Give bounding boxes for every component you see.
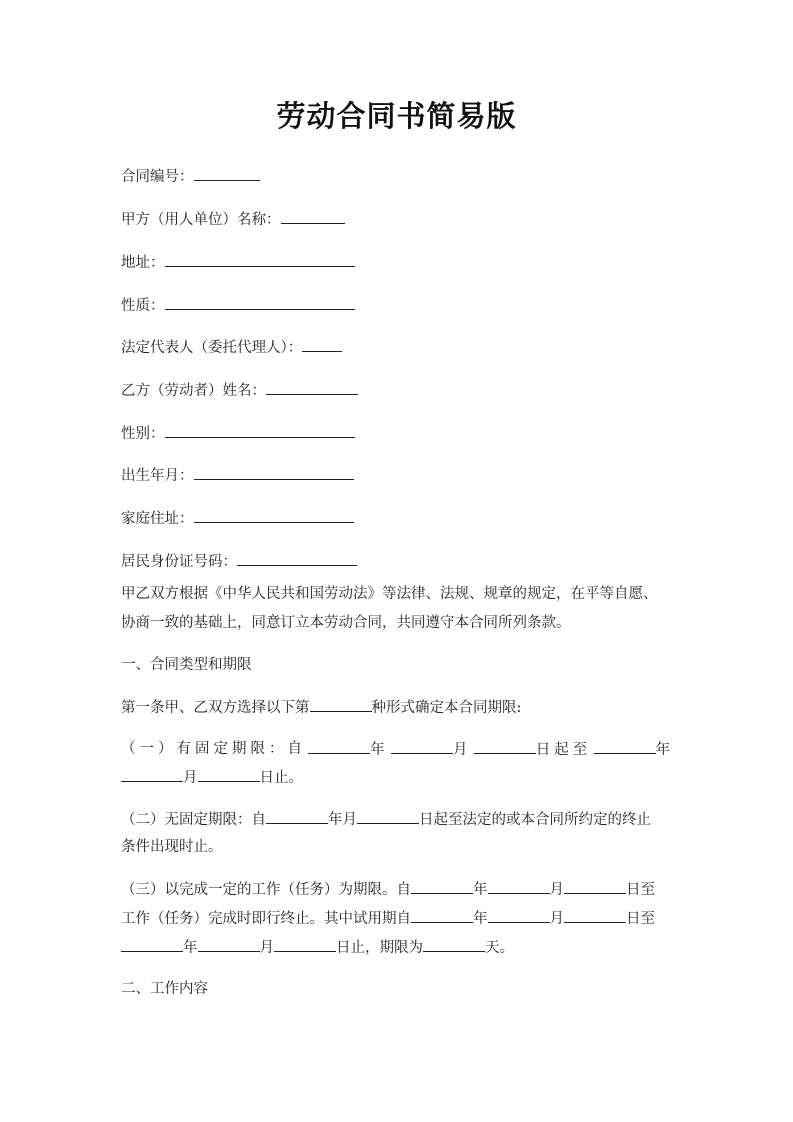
label-year: 年 <box>183 940 198 956</box>
blank-field[interactable] <box>165 252 355 267</box>
field-label: 居民身份证号码： <box>121 554 237 570</box>
field-label: 甲方（用人单位）名称： <box>121 212 281 228</box>
label-day-end: 日止，期限为 <box>336 940 423 956</box>
article-1-prefix: 第一条甲、乙双方选择以下第 <box>121 700 310 716</box>
label-day-from: 日起至 <box>535 742 592 758</box>
blank-field[interactable] <box>302 337 342 352</box>
option-1-prefix: （一）有固定期限：自 <box>121 741 306 757</box>
blank-field[interactable] <box>488 908 550 923</box>
label-year-month: 年月 <box>328 812 357 828</box>
option-3-line-2 <box>121 908 655 929</box>
option-1-line-2 <box>121 767 303 788</box>
field-contract-number <box>121 166 260 187</box>
field-employee-name <box>121 380 358 401</box>
blank-field[interactable] <box>266 380 358 395</box>
field-birth-date <box>121 465 354 486</box>
field-home-address <box>121 508 354 529</box>
field-label: 性别： <box>121 426 165 442</box>
option-3-line-1 <box>121 879 655 900</box>
blank-field[interactable] <box>165 295 355 310</box>
blank-field[interactable] <box>411 908 473 923</box>
blank-field[interactable] <box>564 879 626 894</box>
blank-field[interactable] <box>488 879 550 894</box>
field-label: 出生年月： <box>121 468 194 484</box>
option-2-prefix: （二）无固定期限：自 <box>121 812 266 828</box>
option-3-line2-prefix: 工作（任务）完成时即行终止。其中试用期自 <box>121 911 411 927</box>
blank-field[interactable] <box>266 809 328 824</box>
option-1-line-1 <box>121 739 674 760</box>
blank-field[interactable] <box>308 739 370 754</box>
article-1 <box>121 697 521 718</box>
blank-field[interactable] <box>121 767 183 782</box>
option-2-line-1 <box>121 809 651 830</box>
blank-field[interactable] <box>194 166 260 181</box>
label-end: 日止。 <box>259 770 303 786</box>
preamble-line-1: 甲乙双方根据《中华人民共和国劳动法》等法律、法规、规章的规定，在平等自愿、 <box>121 586 658 602</box>
option-2-rest: 日起至法定的或本合同所约定的终止 <box>419 812 651 828</box>
label-month: 月 <box>549 911 564 927</box>
blank-field[interactable] <box>121 937 183 952</box>
section-heading-1: 一、合同类型和期限 <box>121 657 252 673</box>
blank-field[interactable] <box>281 209 345 224</box>
blank-field[interactable] <box>423 937 485 952</box>
document-title: 劳动合同书简易版 <box>276 99 517 133</box>
blank-field[interactable] <box>194 465 354 480</box>
blank-field[interactable] <box>391 739 453 754</box>
article-1-suffix: 种形式确定本合同期限: <box>371 700 522 716</box>
option-3-line-3 <box>121 937 514 958</box>
label-month: 月 <box>183 770 198 786</box>
blank-field[interactable] <box>194 508 354 523</box>
option-3-prefix: （三）以完成一定的工作（任务）为期限。自 <box>121 882 411 898</box>
field-gender <box>121 423 355 444</box>
label-month: 月 <box>259 940 274 956</box>
label-days: 天。 <box>485 940 514 956</box>
label-day-to: 日至 <box>626 911 655 927</box>
label-month: 月 <box>549 882 564 898</box>
label-year: 年 <box>370 742 389 758</box>
field-employer-name <box>121 209 345 230</box>
blank-field[interactable] <box>165 423 355 438</box>
blank-field[interactable] <box>237 551 357 566</box>
field-label: 家庭住址： <box>121 511 194 527</box>
blank-field[interactable] <box>198 937 260 952</box>
blank-field[interactable] <box>357 809 419 824</box>
blank-field[interactable] <box>474 739 536 754</box>
field-address <box>121 252 355 273</box>
field-label: 地址： <box>121 255 165 271</box>
section-heading-2: 二、工作内容 <box>121 981 208 997</box>
preamble-line-2: 协商一致的基础上，同意订立本劳动合同，共同遵守本合同所列条款。 <box>121 615 571 631</box>
field-label: 乙方（劳动者）姓名： <box>121 383 266 399</box>
label-year: 年 <box>473 882 488 898</box>
blank-field[interactable] <box>594 739 656 754</box>
blank-field[interactable] <box>198 767 260 782</box>
field-label: 性质： <box>121 298 165 314</box>
blank-field[interactable] <box>564 908 626 923</box>
field-label: 法定代表人（委托代理人）： <box>121 340 303 356</box>
label-month: 月 <box>453 742 472 758</box>
label-day-to: 日至 <box>626 882 655 898</box>
blank-field[interactable] <box>310 697 372 712</box>
option-2-line-2: 条件出现时止。 <box>121 839 223 855</box>
field-label: 合同编号： <box>121 169 194 185</box>
blank-field[interactable] <box>274 937 336 952</box>
blank-field[interactable] <box>411 879 473 894</box>
field-nature <box>121 295 355 316</box>
field-id-number <box>121 551 357 572</box>
field-legal-representative <box>121 337 342 358</box>
label-year: 年 <box>473 911 488 927</box>
label-year: 年 <box>655 742 674 758</box>
